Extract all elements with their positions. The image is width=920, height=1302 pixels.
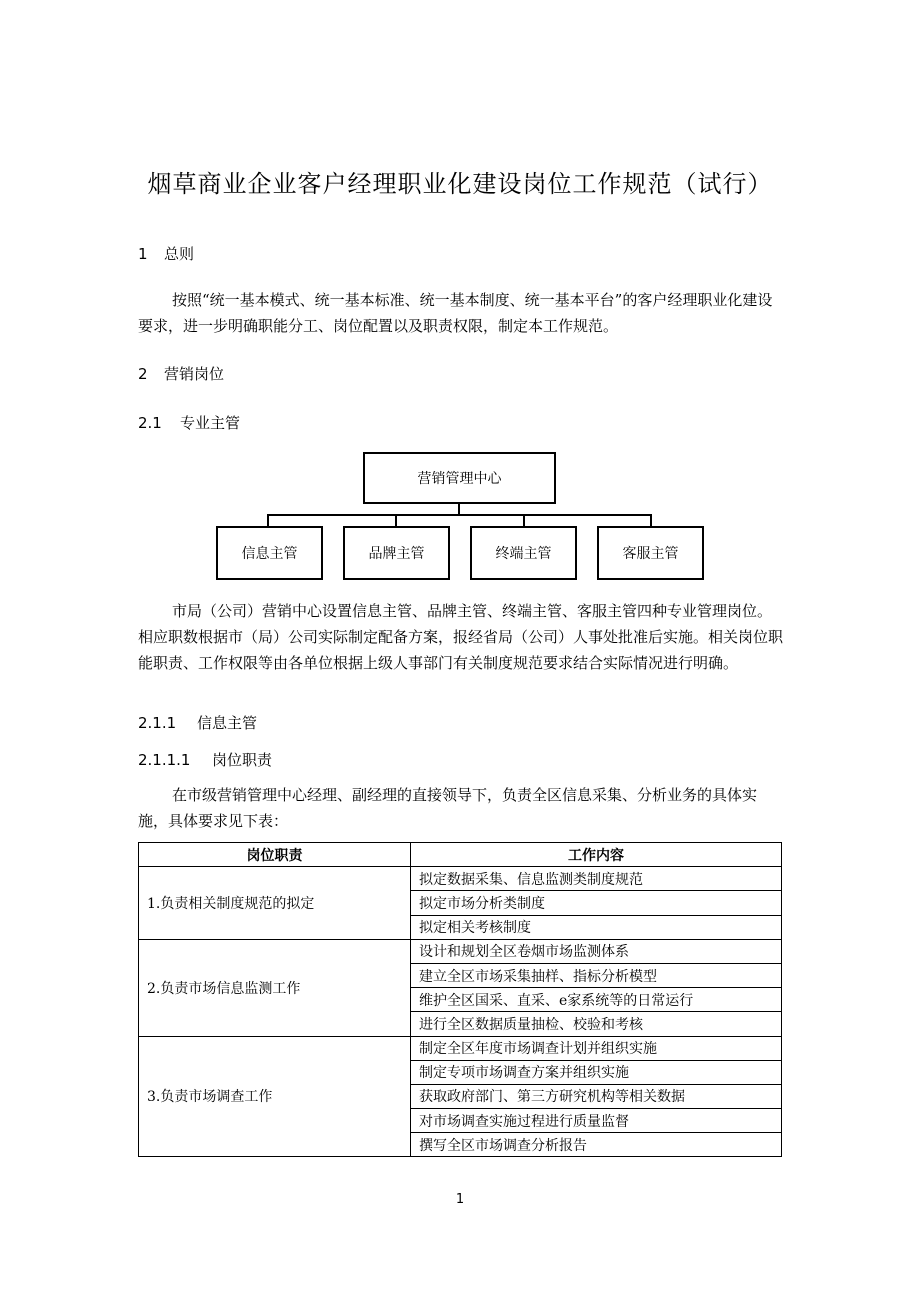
duty-cell: 2.负责市场信息监测工作	[139, 939, 411, 1036]
duty-table	[138, 842, 782, 1157]
content-cell: 拟定相关考核制度	[411, 915, 782, 939]
table-row	[139, 1036, 782, 1060]
duty-intro-paragraph: 在市级营销管理中心经理、副经理的直接领导下，负责全区信息采集、分析业务的具体实施，具体要求见下表：	[138, 786, 758, 830]
duty-cell: 1.负责相关制度规范的拟定	[139, 867, 411, 940]
org-child-box: 客服主管	[597, 526, 704, 580]
section-number: 2.1.1.1	[138, 751, 191, 769]
section-label: 岗位职责	[212, 751, 273, 769]
section-number: 2	[138, 365, 148, 383]
content-cell: 拟定数据采集、信息监测类制度规范	[411, 867, 782, 891]
content-cell: 制定专项市场调查方案并组织实施	[411, 1060, 782, 1084]
section-number: 2.1.1	[138, 714, 177, 732]
section-heading-2	[138, 363, 224, 384]
section-label: 信息主管	[197, 714, 258, 732]
table-header-duty: 岗位职责	[139, 843, 411, 867]
org-connector	[523, 514, 525, 526]
content-cell: 维护全区国采、直采、e家系统等的日常运行	[411, 988, 782, 1012]
table-row	[139, 867, 782, 891]
section-heading-2-1-1	[138, 712, 257, 733]
content-cell: 拟定市场分析类制度	[411, 891, 782, 915]
content-cell: 获取政府部门、第三方研究机构等相关数据	[411, 1084, 782, 1108]
section-label: 总则	[164, 245, 195, 263]
org-root-box: 营销管理中心	[363, 452, 556, 504]
org-child-box: 品牌主管	[343, 526, 450, 580]
org-connector	[267, 514, 269, 526]
org-child-box: 终端主管	[470, 526, 577, 580]
org-connector	[650, 514, 652, 526]
document-title: 烟草商业企业客户经理职业化建设岗位工作规范（试行）	[147, 170, 773, 198]
page-number: 1	[455, 1192, 465, 1207]
content-cell: 撰写全区市场调查分析报告	[411, 1133, 782, 1157]
section-heading-1	[138, 243, 194, 264]
table-row	[139, 939, 782, 963]
content-cell: 建立全区市场采集抽样、指标分析模型	[411, 963, 782, 987]
section-heading-2-1-1-1	[138, 749, 272, 770]
general-paragraph: 按照“统一基本模式、统一基本标准、统一基本制度、统一基本平台”的客户经理职业化建设要求，进一步明确职能分工、岗位配置以及职责权限，制定本工作规范。	[138, 291, 773, 335]
section-label: 营销岗位	[164, 365, 225, 383]
table-header-content: 工作内容	[411, 843, 782, 867]
org-connector	[395, 514, 397, 526]
content-cell: 对市场调查实施过程进行质量监督	[411, 1109, 782, 1133]
section-number: 1	[138, 245, 148, 263]
duty-cell: 3.负责市场调查工作	[139, 1036, 411, 1157]
section-number: 2.1	[138, 414, 162, 432]
management-paragraph: 市局（公司）营销中心设置信息主管、品牌主管、终端主管、客服主管四种专业管理岗位。相应职数根据市（局）公司实际制定配备方案，报经省局（公司）人事处批准后实施。相关岗位职能职责、工作权限等由各单位根据上级人事部门有关制度规范要求结合实际情况进行明确。	[138, 602, 784, 672]
org-connector	[267, 514, 652, 516]
content-cell: 设计和规划全区卷烟市场监测体系	[411, 939, 782, 963]
org-child-box: 信息主管	[216, 526, 323, 580]
table-header-row	[139, 843, 782, 867]
section-label: 专业主管	[180, 414, 241, 432]
content-cell: 制定全区年度市场调查计划并组织实施	[411, 1036, 782, 1060]
content-cell: 进行全区数据质量抽检、校验和考核	[411, 1012, 782, 1036]
section-heading-2-1	[138, 412, 240, 433]
